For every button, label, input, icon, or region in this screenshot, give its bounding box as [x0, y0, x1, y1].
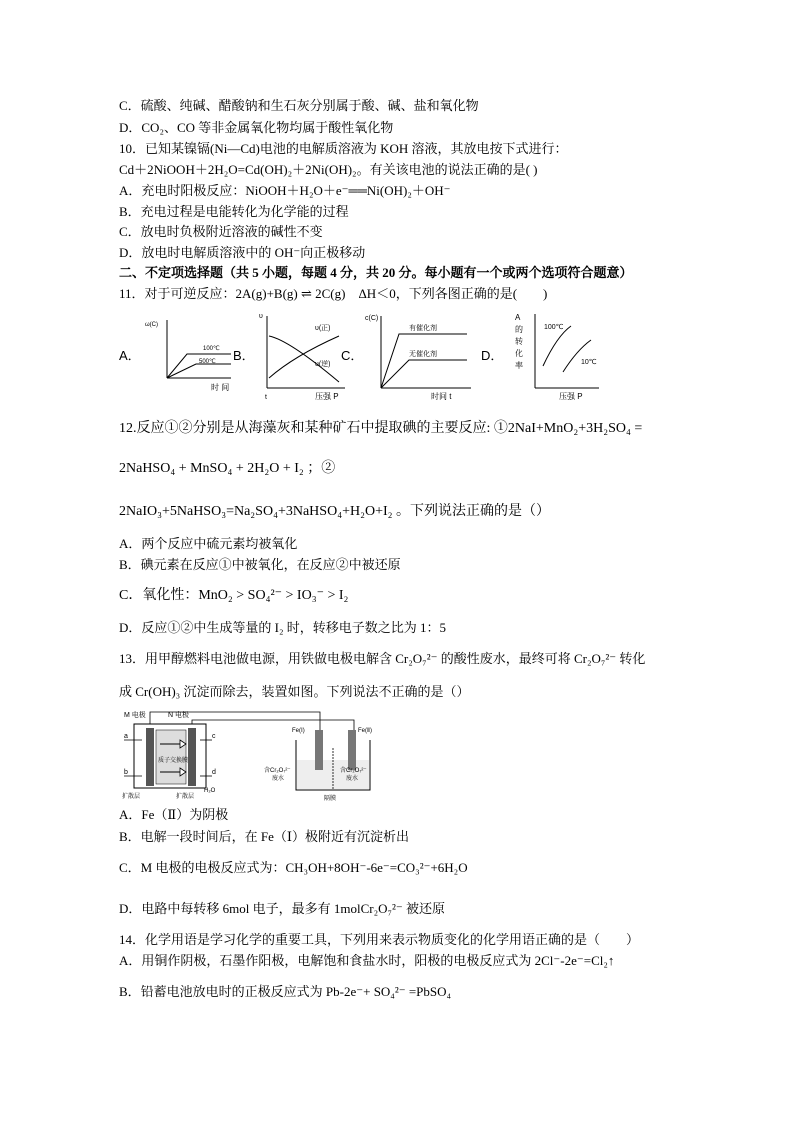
q11-graph-a	[145, 320, 231, 392]
q13-option-c: C．M 电极的电极反应式为：CH₃OH+8OH⁻-6e⁻=CO₃²⁻+6H₂O	[119, 860, 468, 875]
section-2-heading: 二、不定项选择题（共 5 小题，每题 4 分，共 20 分。每小题有一个或两个选项符合题意）	[119, 265, 633, 280]
q13-n-electrode: N 电极	[168, 712, 189, 719]
q14-option-b: B．铅蓄电池放电时的正极反应式为 Pb-2e⁻+ SO₄²⁻ =PbSO₄	[119, 984, 452, 999]
q11-stem: 11．对于可逆反应：2A(g)+B(g) ⇌ 2C(g) ΔH＜0，下列各图正确的是( )	[119, 286, 548, 301]
q14-option-a: A．用铜作阴极，石墨作阳极，电解饱和食盐水时，阳极的电极反应式为 2Cl⁻-2e⁻=Cl₂↑	[119, 953, 615, 968]
q13-n-plate	[188, 728, 196, 786]
q11-c-curve2: 无催化剂	[409, 351, 437, 358]
q13-apparatus-svg	[120, 708, 382, 804]
q11-d-ylabel-2: 的	[515, 325, 523, 334]
q13-stem-line1: 13．用甲醇燃料电池做电源，用铁做电极电解含 Cr₂O₇²⁻ 的酸性废水，最终可将 Cr₂O₇²⁻ 转化	[119, 651, 646, 666]
q13-stem-line2: 成 Cr(OH)₃ 沉淀而除去，装置如图。下列说法不正确的是（）	[119, 684, 470, 699]
q12-option-b: B．碘元素在反应①中被氧化，在反应②中被还原	[119, 557, 401, 572]
q13-label-c: c	[212, 733, 216, 740]
q12-option-d: D．反应①②中生成等量的 I₂ 时，转移电子数之比为 1：5	[119, 620, 446, 635]
q12-option-a: A．两个反应中硫元素均被氧化	[119, 536, 298, 551]
q11-d-ylabel-4: 化	[515, 349, 523, 358]
q13-label-b: b	[124, 769, 128, 776]
q13-waste-left-2: 废水	[272, 776, 285, 782]
q10-option-a: A．充电时阳极反应：NiOOH＋H₂O＋e⁻══Ni(OH)₂＋OH⁻	[119, 183, 451, 198]
q10-option-d: D．放电时电解质溶液中的 OH⁻向正极移动	[119, 245, 366, 260]
q11-options-svg	[119, 306, 599, 401]
q13-fe2-electrode	[348, 730, 356, 770]
q11-a-ylabel: ω(C)	[145, 322, 159, 328]
q11-d-ylabel-5: 率	[515, 361, 523, 370]
q11-c-label: C．	[341, 348, 364, 363]
q11-a-label: A．	[119, 348, 141, 363]
q11-b-xlabel: 压强 P	[315, 392, 339, 401]
q13-m-plate	[146, 728, 154, 786]
q12-option-c: C．氧化性：MnO₂ > SO₄²⁻ > IO₃⁻ > I₂	[119, 588, 349, 603]
q13-m-electrode: M 电极	[124, 712, 146, 719]
q10-stem: 10．已知某镍镉(Ni—Cd)电池的电解质溶液为 KOH 溶液，其放电按下式进行：	[119, 141, 568, 156]
q11-c-xlabel: 时间 t	[431, 392, 452, 401]
q13-membrane: 质子交换膜	[158, 758, 189, 764]
q11-d-curve2: 10℃	[581, 359, 597, 366]
q13-waste-right: 含Cr₂O₇²⁻	[340, 768, 367, 774]
q10-option-b: B．充电过程是电能转化为化学能的过程	[119, 204, 349, 219]
q11-a-xlabel: 时 间	[211, 383, 230, 392]
q13-fe1: Fe(Ⅰ)	[292, 728, 305, 734]
q13-waste-right-2: 废水	[346, 776, 359, 782]
q11-b-label: B．	[233, 348, 255, 363]
q13-diffusion-2: 扩散层	[176, 794, 195, 800]
q12-stem-line3: 2NaIO₃+5NaHSO₃=Na₂SO₄+3NaHSO₄+H₂O+I₂ 。下列说法正确的是（）	[119, 504, 551, 519]
q10-equation: Cd＋2NiOOH＋2H₂O=Cd(OH)₂＋2Ni(OH)₂。有关该电池的说法正确的是( )	[119, 162, 538, 177]
q11-d-ylabel-1: A	[515, 313, 521, 322]
q9-option-c: C．硫酸、纯碱、醋酸钠和生石灰分别属于酸、碱、盐和氧化物	[119, 98, 479, 113]
q11-d-label: D．	[481, 348, 504, 363]
q11-d-ylabel-3: 转	[515, 337, 523, 346]
q13-fe2: Fe(Ⅱ)	[358, 728, 372, 734]
q13-label-a: a	[124, 733, 128, 740]
q13-fe1-electrode	[315, 730, 323, 770]
q12-stem-line1: 12.反应①②分别是从海藻灰和某种矿石中提取碘的主要反应: ①2NaI+MnO₂+3H₂SO₄ =	[119, 421, 643, 436]
q9-option-d: D．CO₂、CO 等非金属氧化物均属于酸性氧化物	[119, 120, 394, 135]
q11-b-ylabel: υ	[259, 313, 263, 320]
q13-separator: 隔膜	[324, 796, 337, 802]
q13-label-d: d	[212, 769, 216, 776]
q10-option-c: C．放电时负极附近溶液的碱性不变	[119, 224, 323, 239]
q13-diffusion-1: 扩散层	[122, 794, 141, 800]
q13-option-d: D．电路中每转移 6mol 电子，最多有 1molCr₂O₇²⁻ 被还原	[119, 901, 446, 916]
q11-b-curve1: υ(正)	[315, 325, 331, 332]
q14-stem: 14．化学用语是学习化学的重要工具，下列用来表示物质变化的化学用语正确的是（ ）	[119, 932, 640, 947]
q11-a-curve2: 500℃	[199, 359, 216, 365]
q13-apparatus	[120, 708, 382, 804]
q11-d-xlabel: 压强 P	[559, 392, 583, 401]
q11-options	[119, 306, 599, 401]
q11-graph-b	[259, 313, 345, 401]
q13-option-b: B．电解一段时间后，在 Fe（Ⅰ）极附近有沉淀析出	[119, 829, 410, 844]
q13-h2o: H₂O	[204, 788, 216, 794]
q11-d-curve1: 100℃	[544, 324, 564, 331]
q11-graph-c	[365, 315, 471, 401]
q11-graph-d	[515, 313, 599, 401]
q12-stem-line2: 2NaHSO₄ + MnSO₄ + 2H₂O + I₂ ；②	[119, 461, 336, 476]
q13-option-a: A．Fe（Ⅱ）为阴极	[119, 807, 229, 822]
q11-b-curve2: υ(逆)	[315, 361, 331, 368]
q11-a-curve1: 100℃	[203, 346, 220, 352]
q13-waste-left: 含Cr₂O₇²⁻	[264, 768, 291, 774]
q11-c-ylabel: c(C)	[365, 315, 379, 322]
q11-b-origin: t	[265, 394, 267, 401]
q11-c-curve1: 有催化剂	[409, 325, 437, 332]
